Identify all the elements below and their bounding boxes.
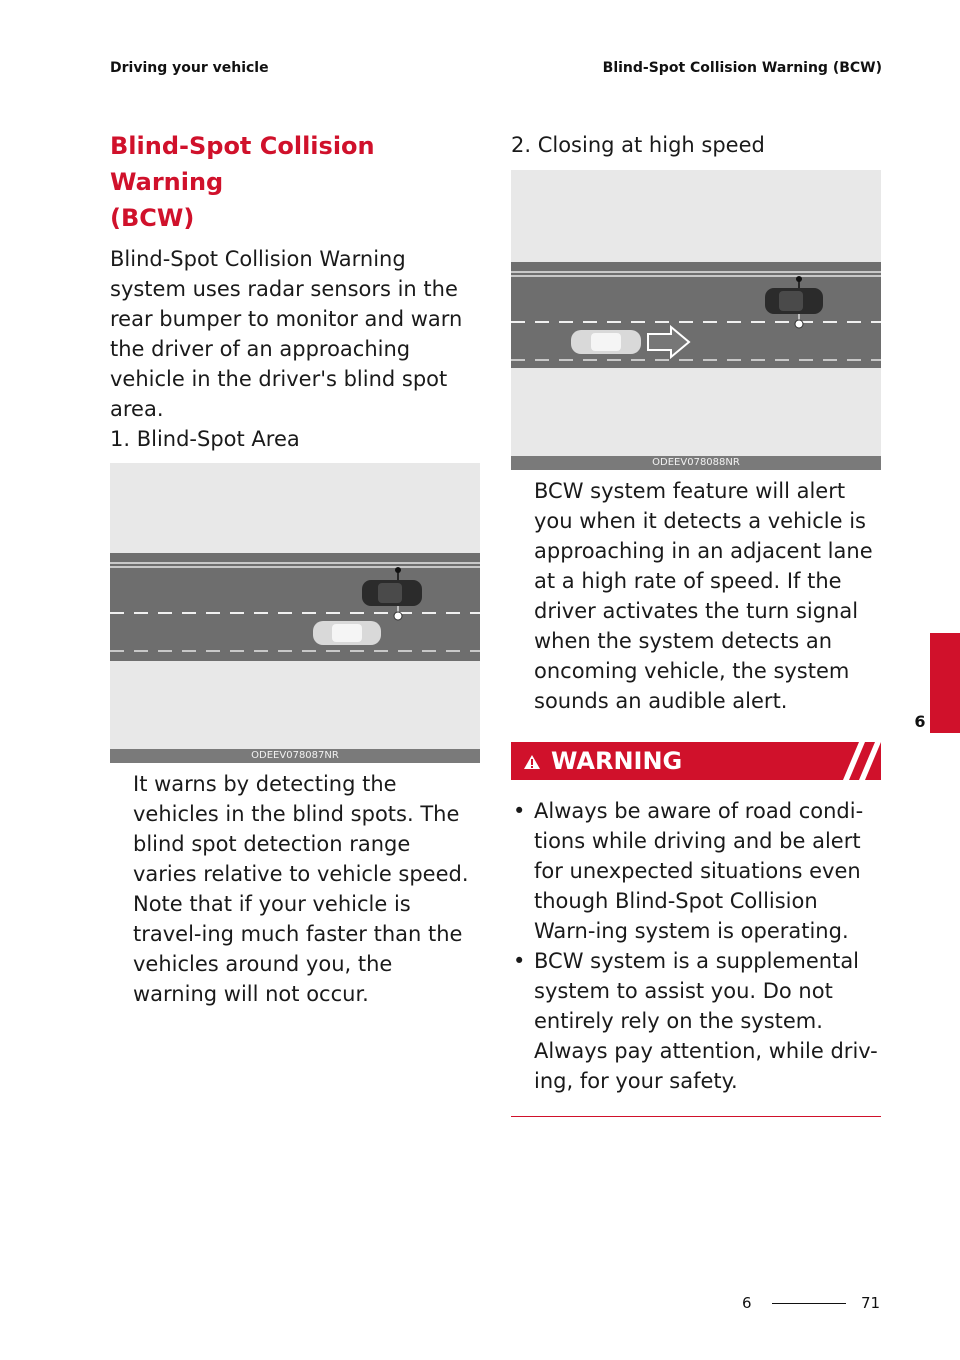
warning-list (511, 796, 881, 1096)
warning-bottom-rule (511, 1116, 881, 1117)
warning-slashes-icon (821, 742, 881, 780)
figure2-caption: ODEEV078088NR (511, 456, 881, 470)
warning-item-text: BCW system is a supplemental system to assist you. Do not entirely rely on the system. Always pay attention, while driv-ing, for your safety. (534, 949, 878, 1093)
road-illustration-1 (110, 463, 480, 763)
road-surface (110, 553, 480, 661)
road-illustration-2 (511, 170, 881, 470)
item1-text: It warns by detecting the vehicles in the blind spots. The blind spot detection range varies relative to vehicle speed. Note that if your vehicle is travel-ing much faster than the vehicles around you, the warning will not occur. (133, 772, 469, 1006)
footer-page-number: 71 (861, 1294, 881, 1312)
item2-heading: 2. Closing at high speed (511, 133, 765, 157)
footer-chapter-number: 6 (742, 1294, 752, 1312)
section-title-line2: (BCW) (110, 204, 195, 232)
chapter-side-number: 6 (914, 712, 926, 731)
running-header-right: Blind-Spot Collision Warning (BCW) (602, 60, 882, 76)
warning-item: • Always be aware of road condi-tions while driving and be alert for unexpected situations even though Blind-Spot Collision Warn-ing system is operating. (513, 799, 864, 943)
road-surface (511, 262, 881, 368)
warning-item: • BCW system is a supplemental system to assist you. Do not entirely rely on the system. Always pay attention, while driv-ing, for your safety. (513, 949, 878, 1093)
item2-text: BCW system feature will alert you when it detects a vehicle is approaching in an adjacent lane at a high rate of speed. If the driver activates the turn signal when the system detects an oncoming vehicle, the system sounds an audible alert. (534, 479, 873, 713)
figure1-caption: ODEEV078087NR (110, 749, 480, 763)
section-title-line1: Blind-Spot Collision Warning (110, 132, 375, 196)
warning-triangle-icon (523, 754, 541, 770)
running-header-left: Driving your vehicle (110, 60, 269, 76)
item1-heading: 1. Blind-Spot Area (110, 427, 300, 451)
chapter-side-tab (930, 633, 960, 733)
footer-rule (772, 1303, 846, 1304)
left-column (110, 128, 480, 1009)
warning-label: WARNING (551, 747, 683, 775)
figure-closing-high-speed (511, 170, 881, 470)
warning-item-text: Always be aware of road condi-tions while driving and be alert for unexpected situations even though Blind-Spot Collision Warn-ing system is operating. (534, 799, 864, 943)
right-column (511, 128, 881, 1117)
approaching-car-icon (313, 621, 381, 645)
approaching-car-icon (571, 330, 641, 354)
warning-banner (511, 742, 881, 780)
intro-paragraph: Blind-Spot Collision Warning system uses radar sensors in the rear bumper to monitor and warn the driver of an approaching vehicle in the driver's blind spot area. (110, 247, 463, 421)
figure-blind-spot-area (110, 463, 480, 763)
section-title (110, 128, 480, 236)
